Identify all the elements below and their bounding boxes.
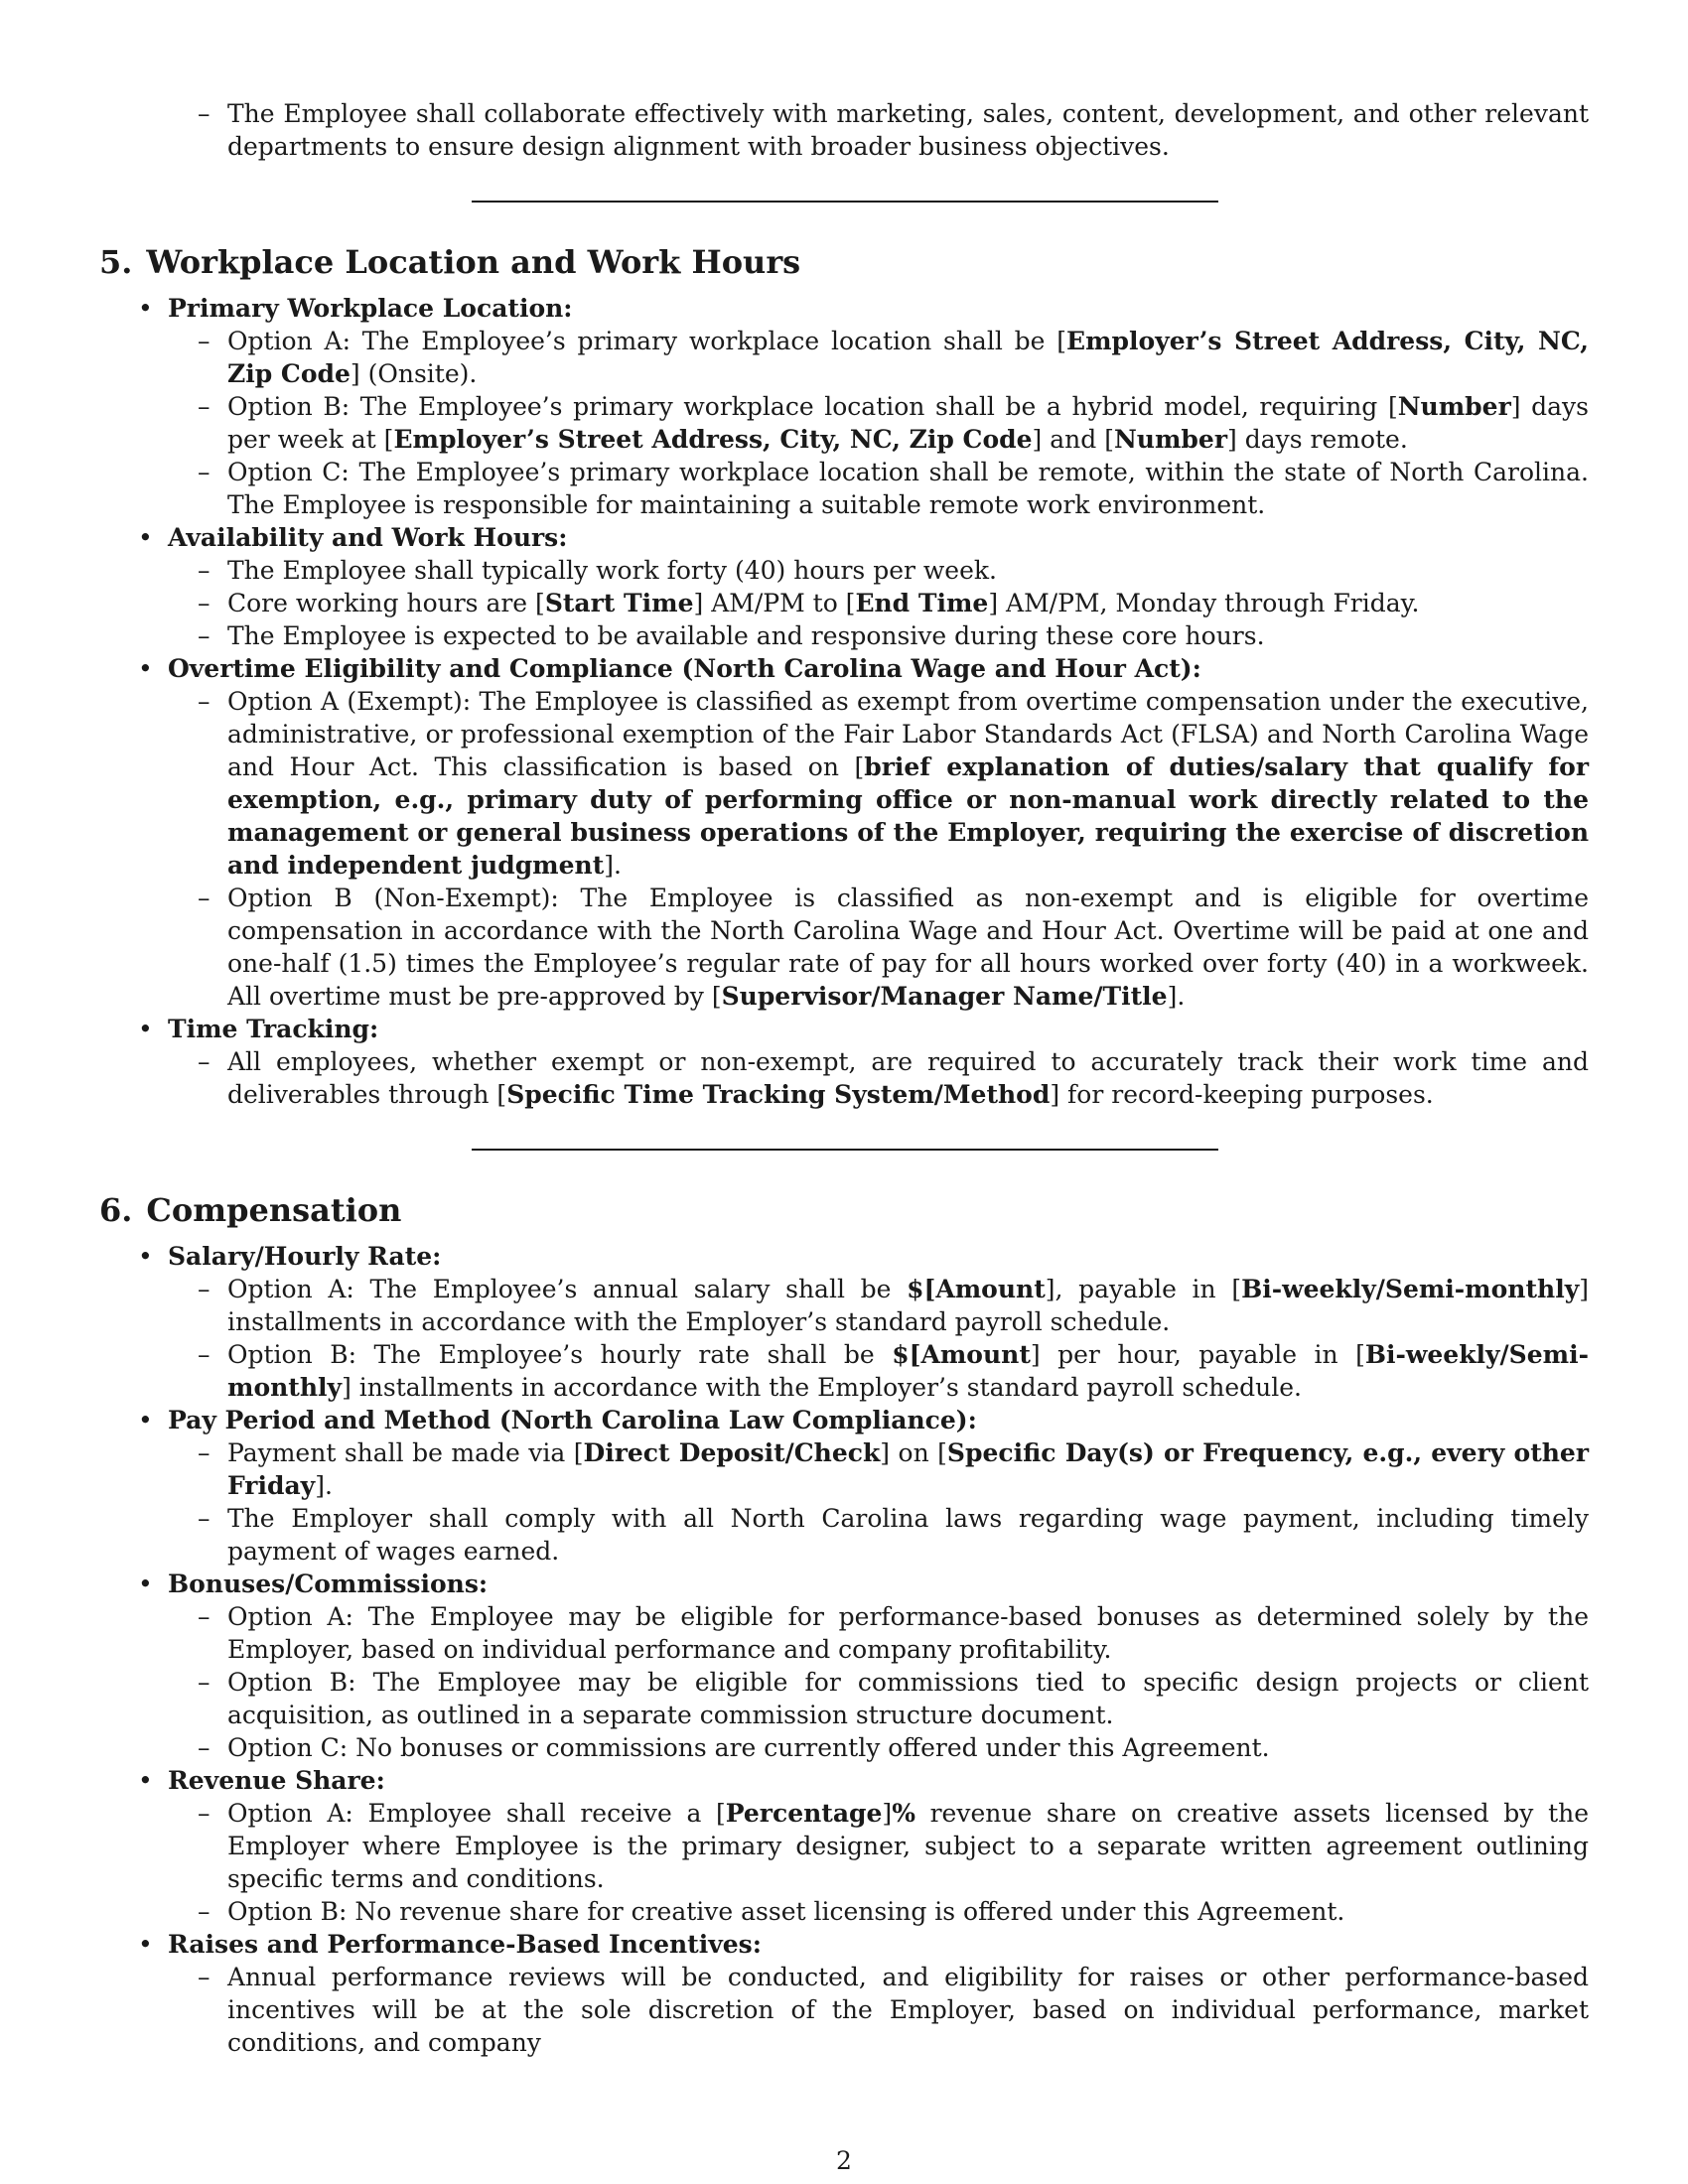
list-item: – The Employer shall comply with all North Carolina laws regarding wage payment, including timely payment of wages earned. <box>198 1502 1589 1568</box>
section-heading-5 <box>99 242 1589 282</box>
revenue-share <box>129 1764 1589 1928</box>
list-item: – Option C: The Employee’s primary workplace location shall be remote, within the state of North Carolina. The Employee is responsible for maintaining a suitable remote work environment. <box>198 456 1589 521</box>
bullet-title: • Raises and Performance-Based Incentives: <box>168 1930 762 1959</box>
list-item: – All employees, whether exempt or non-exempt, are required to accurately track their work time and deliverables through [Specific Time Tracking System/Method] for record-keeping purposes. <box>198 1045 1589 1111</box>
list-item: – Option A: Employee shall receive a [Percentage]% revenue share on creative assets licensed by the Employer where Employee is the primary designer, subject to a separate written agreement outlining specific terms and conditions. <box>198 1797 1589 1895</box>
bullet-title: • Overtime Eligibility and Compliance (North Carolina Wage and Hour Act): <box>168 654 1201 683</box>
bullet-title: • Availability and Work Hours: <box>168 523 568 552</box>
list-item: – Option A (Exempt): The Employee is classified as exempt from overtime compensation under the executive, administrative, or professional exemption of the Fair Labor Standards Act (FLSA) and North Carolina Wage and Hour Act. This classification is based on [brief explanation of duties/salary that qualify for exemption, e.g., primary duty of performing office or non-manual work directly related to the management or general business operations of the Employer, requiring the exercise of discretion and independent judgment]. <box>198 685 1589 882</box>
sub-list <box>198 1436 1589 1568</box>
raises-incentives <box>129 1928 1589 2059</box>
list-item: – The Employee is expected to be available and responsive during these core hours. <box>198 619 1589 652</box>
pay-period-method <box>129 1404 1589 1568</box>
list-item: – Option B: The Employee may be eligible for commissions tied to specific design projects or client acquisition, as outlined in a separate commission structure document. <box>198 1666 1589 1731</box>
primary-workplace-location <box>129 292 1589 521</box>
bonuses-commissions <box>129 1568 1589 1764</box>
sub-list <box>198 1797 1589 1928</box>
list-item: – Core working hours are [Start Time] AM/PM to [End Time] AM/PM, Monday through Friday. <box>198 587 1589 619</box>
section-6-list <box>129 1240 1589 2059</box>
section-divider <box>472 201 1218 203</box>
bullet-title: • Revenue Share: <box>168 1766 385 1795</box>
section-number: 5. <box>99 243 133 281</box>
sub-list <box>198 325 1589 521</box>
section-title: Compensation <box>146 1191 402 1229</box>
list-item: – Option A: The Employee’s annual salary shall be $[Amount], payable in [Bi-weekly/Semi-monthly] installments in accordance with the Employer’s standard payroll schedule. <box>198 1273 1589 1338</box>
list-item: – The Employee shall typically work forty (40) hours per week. <box>198 554 1589 587</box>
sub-list <box>198 1961 1589 2059</box>
bullet-title: • Bonuses/Commissions: <box>168 1570 489 1598</box>
section-number: 6. <box>99 1191 133 1229</box>
list-item: – Option A: The Employee’s primary workplace location shall be [Employer’s Street Address, City, NC, Zip Code] (Onsite). <box>198 325 1589 390</box>
sub-list <box>198 1600 1589 1764</box>
availability-work-hours <box>129 521 1589 652</box>
document-page <box>99 97 1589 2059</box>
bullet-title: • Time Tracking: <box>168 1015 379 1043</box>
sub-list <box>198 554 1589 652</box>
list-item: – Option B: The Employee’s hourly rate shall be $[Amount] per hour, payable in [Bi-weekly/Semi-monthly] installments in accordance with the Employer’s standard payroll schedule. <box>198 1338 1589 1404</box>
time-tracking <box>129 1013 1589 1111</box>
continued-list <box>198 97 1589 163</box>
list-item: – Option B (Non-Exempt): The Employee is classified as non-exempt and is eligible for overtime compensation in accordance with the North Carolina Wage and Hour Act. Overtime will be paid at one and one-half (1.5) times the Employee’s regular rate of pay for all hours worked over forty (40) in a workweek. All overtime must be pre-approved by [Supervisor/Manager Name/Title]. <box>198 882 1589 1013</box>
bullet-title: • Salary/Hourly Rate: <box>168 1242 442 1271</box>
section-divider <box>472 1149 1218 1151</box>
list-item: – Option B: No revenue share for creative asset licensing is offered under this Agreement. <box>198 1895 1589 1928</box>
section-title: Workplace Location and Work Hours <box>146 243 801 281</box>
list-item: – The Employee shall collaborate effectively with marketing, sales, content, development, and other relevant departments to ensure design alignment with broader business objectives. <box>198 97 1589 163</box>
salary-hourly-rate <box>129 1240 1589 1404</box>
sub-list <box>198 1273 1589 1404</box>
bullet-title: • Pay Period and Method (North Carolina Law Compliance): <box>168 1406 977 1434</box>
list-item: – Payment shall be made via [Direct Deposit/Check] on [Specific Day(s) or Frequency, e.g., every other Friday]. <box>198 1436 1589 1502</box>
sub-list <box>198 1045 1589 1111</box>
sub-list <box>198 685 1589 1013</box>
page-number: 2 <box>836 2146 852 2175</box>
bullet-title: • Primary Workplace Location: <box>168 294 573 323</box>
section-heading-6 <box>99 1190 1589 1230</box>
list-item: – Option A: The Employee may be eligible for performance-based bonuses as determined solely by the Employer, based on individual performance and company profitability. <box>198 1600 1589 1666</box>
list-item: – Option B: The Employee’s primary workplace location shall be a hybrid model, requiring [Number] days per week at [Employer’s Street Address, City, NC, Zip Code] and [Number] days remote. <box>198 390 1589 456</box>
overtime-eligibility <box>129 652 1589 1013</box>
list-item: – Option C: No bonuses or commissions are currently offered under this Agreement. <box>198 1731 1589 1764</box>
section-5-list <box>129 292 1589 1111</box>
list-item: – Annual performance reviews will be conducted, and eligibility for raises or other performance-based incentives will be at the sole discretion of the Employer, based on individual performance, market conditions, and company <box>198 1961 1589 2059</box>
